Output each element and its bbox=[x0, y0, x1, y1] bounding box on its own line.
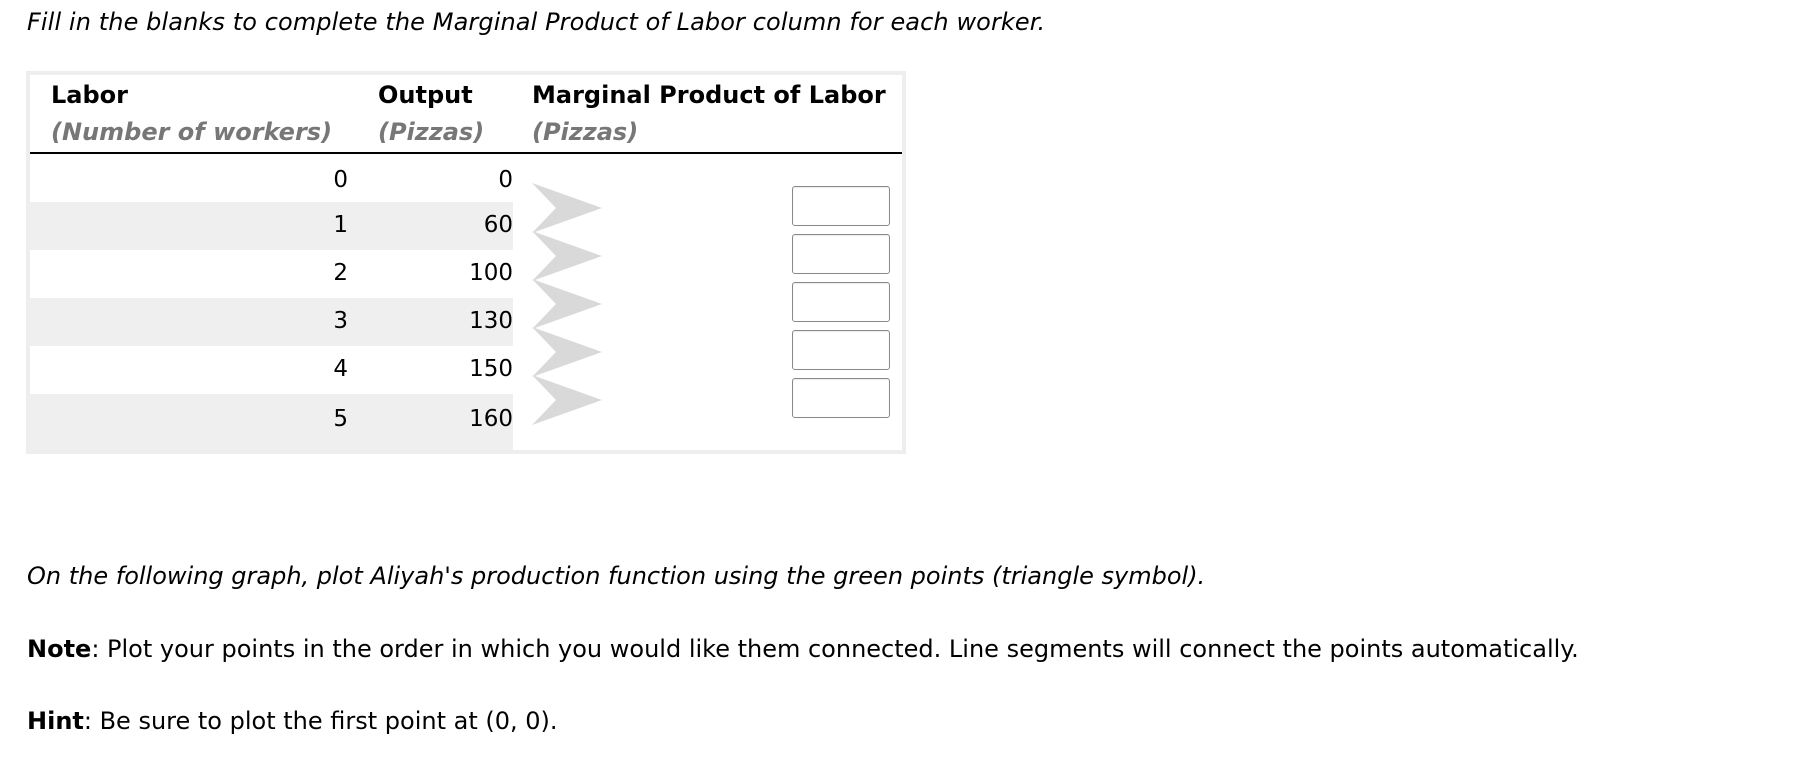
labor-subheader: (Number of workers) bbox=[51, 118, 333, 146]
note-label: Note bbox=[27, 635, 92, 663]
labor-cell: 0 bbox=[333, 167, 348, 193]
output-cell: 150 bbox=[469, 356, 513, 382]
table-row bbox=[30, 394, 513, 450]
mpl-header: Marginal Product of Labor bbox=[532, 81, 886, 109]
output-cell: 0 bbox=[498, 167, 513, 193]
labor-cell: 1 bbox=[333, 212, 348, 238]
output-cell: 130 bbox=[469, 308, 513, 334]
output-subheader: (Pizzas) bbox=[378, 118, 485, 146]
output-cell: 160 bbox=[469, 406, 513, 432]
table-row bbox=[30, 250, 513, 298]
hint-label: Hint bbox=[27, 707, 84, 735]
mpl-input-worker-3[interactable] bbox=[792, 282, 890, 322]
table-row bbox=[30, 202, 513, 250]
chevron-right-icon bbox=[532, 183, 602, 233]
instruction-text: Fill in the blanks to complete the Marginal Product of Labor column for each worker. bbox=[27, 8, 1046, 36]
chevron-right-icon bbox=[532, 327, 602, 377]
note-paragraph bbox=[27, 635, 1579, 663]
output-cell: 60 bbox=[483, 212, 513, 238]
hint-paragraph bbox=[27, 707, 558, 735]
chevron-right-icon bbox=[532, 231, 602, 281]
mpl-table-body bbox=[30, 75, 902, 450]
hint-text: : Be sure to plot the first point at (0, 0). bbox=[83, 707, 558, 735]
table-row bbox=[30, 346, 513, 394]
mpl-subheader: (Pizzas) bbox=[532, 118, 639, 146]
note-text: : Plot your points in the order in which you would like them connected. Line segments will connect the points automatically. bbox=[91, 635, 1579, 663]
chevron-right-icon bbox=[532, 375, 602, 425]
labor-cell: 2 bbox=[333, 260, 348, 286]
output-header: Output bbox=[378, 81, 473, 109]
mpl-input-worker-1[interactable] bbox=[792, 186, 890, 226]
labor-cell: 5 bbox=[333, 406, 348, 432]
output-cell: 100 bbox=[469, 260, 513, 286]
labor-header: Labor bbox=[51, 81, 128, 109]
labor-cell: 4 bbox=[333, 356, 348, 382]
graph-instruction: On the following graph, plot Aliyah's production function using the green points (triangle symbol). bbox=[27, 562, 1206, 590]
table-row bbox=[30, 154, 513, 202]
mpl-table bbox=[26, 71, 906, 454]
mpl-input-worker-2[interactable] bbox=[792, 234, 890, 274]
labor-cell: 3 bbox=[333, 308, 348, 334]
chevron-right-icon bbox=[532, 279, 602, 329]
table-row bbox=[30, 298, 513, 346]
mpl-input-worker-5[interactable] bbox=[792, 378, 890, 418]
mpl-input-worker-4[interactable] bbox=[792, 330, 890, 370]
